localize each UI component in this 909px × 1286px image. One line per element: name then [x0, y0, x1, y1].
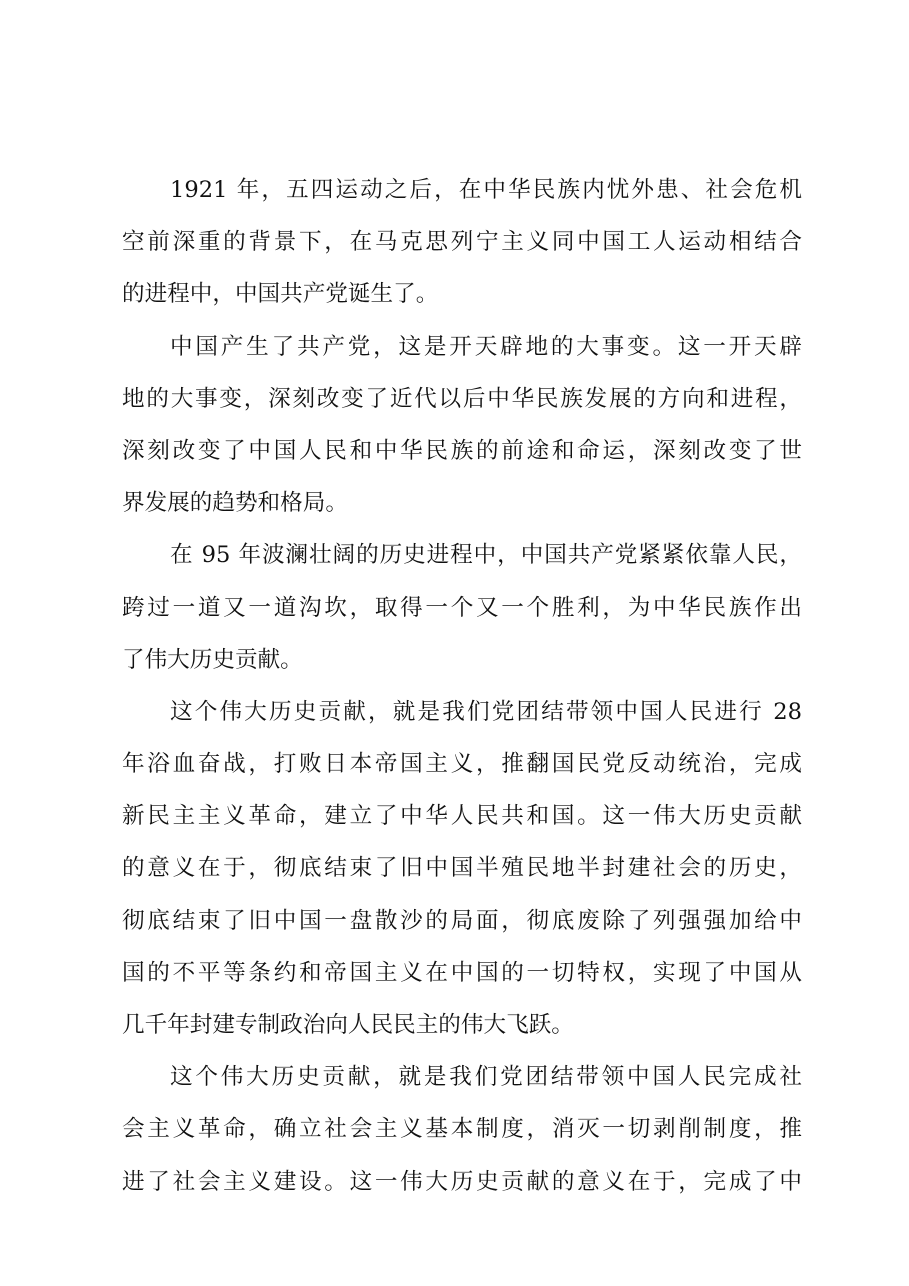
text-line: 会主义革命，确立社会主义基本制度，消灭一切剥削制度，推 — [122, 1116, 802, 1143]
text-line: 彻底结束了旧中国一盘散沙的局面，彻底废除了列强强加给中 — [122, 907, 802, 934]
text-line: 这个伟大历史贡献，就是我们党团结带领中国人民进行 28 — [170, 698, 802, 725]
text-line: 中国产生了共产党，这是开天辟地的大事变。这一开天辟 — [170, 333, 802, 360]
text-line: 了伟大历史贡献。 — [122, 646, 303, 673]
text-line: 深刻改变了中国人民和中华民族的前途和命运，深刻改变了世 — [122, 437, 802, 464]
text-line: 空前深重的背景下，在马克思列宁主义同中国工人运动相结合 — [122, 229, 802, 256]
text-line: 地的大事变，深刻改变了近代以后中华民族发展的方向和进程， — [122, 385, 802, 412]
paragraph-3 — [122, 529, 802, 686]
text-line: 的进程中，中国共产党诞生了。 — [122, 281, 439, 308]
text-line: 界发展的趋势和格局。 — [122, 490, 348, 517]
text-line: 的意义在于，彻底结束了旧中国半殖民地半封建社会的历史， — [122, 855, 802, 882]
text-line: 国的不平等条约和帝国主义在中国的一切特权，实现了中国从 — [122, 959, 802, 986]
text-line: 跨过一道又一道沟坎，取得一个又一个胜利，为中华民族作出 — [122, 594, 802, 621]
paragraph-1 — [122, 164, 802, 321]
text-line: 进了社会主义建设。这一伟大历史贡献的意义在于，完成了中 — [122, 1168, 802, 1195]
text-line: 年浴血奋战，打败日本帝国主义，推翻国民党反动统治，完成 — [122, 751, 802, 778]
text-line: 在 95 年波澜壮阔的历史进程中，中国共产党紧紧依靠人民， — [170, 542, 802, 569]
paragraph-5 — [122, 1051, 802, 1208]
paragraph-4 — [122, 686, 802, 1051]
text-line: 1921 年，五四运动之后，在中华民族内忧外患、社会危机 — [170, 177, 802, 203]
text-line: 几千年封建专制政治向人民民主的伟大飞跃。 — [122, 1012, 574, 1038]
text-line: 这个伟大历史贡献，就是我们党团结带领中国人民完成社 — [170, 1064, 802, 1091]
text-line: 新民主主义革命，建立了中华人民共和国。这一伟大历史贡献 — [122, 803, 802, 830]
paragraph-2 — [122, 321, 802, 530]
document-body — [122, 164, 802, 1208]
